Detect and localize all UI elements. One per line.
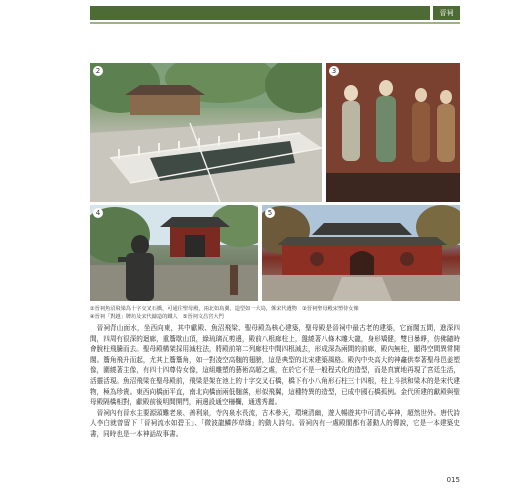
caption-line: ④晉祠「對越」牌坊及宋代鑄造的鐵人 ⑤晉祠文昌宮大門: [90, 314, 224, 320]
photo-iron-warrior: [90, 205, 258, 301]
maid-statues-photo: [326, 63, 460, 202]
photo-maid-statues: [326, 63, 460, 202]
photo-badge: 5: [265, 208, 275, 218]
header-bar: [90, 6, 430, 20]
section-tag: 晉祠: [432, 6, 460, 20]
article-body: [90, 323, 460, 440]
iron-warrior-photo: [90, 205, 258, 301]
photo-captions: [90, 305, 460, 321]
photo-fish-pond-bridge: [90, 63, 322, 202]
photo-badge: 3: [329, 66, 339, 76]
header-rule: [90, 22, 460, 24]
photo-wenchang-gate: [262, 205, 460, 301]
photo-badge: 2: [93, 66, 103, 76]
photo-badge: 4: [93, 208, 103, 218]
bridge-courtyard-photo: [90, 63, 322, 202]
red-gate-photo: [262, 205, 460, 301]
body-paragraph: 晉祠背山面水，坐西向東，其中獻殿、魚沼飛梁、聖母殿為核心建築，聖母殿是晉祠中最古老的建築，它面闊五間，進深四間，四周有很深的迴廊，重簷歇山頂，綠琉璃瓦剪邊，殿前八根廊柱上，盤繞著八條木雕大龍，身形矯健，雙目暴睜，仿佛隨時會脫柱飛騰而去。聖母殿構架採用減柱法，將殿前第二列廊柱中間四根減去，形成深為兩間的前廊，殿內無柱，顯得空間異常開闊。簷角飛升而起，尤其上簷簷角，如一對凌空高翹的翅膀，這是典型的北宋建築風格。殿內中央高大的神龕供奉著聖母邑姜塑像，圍繞著主像，有四十四尊侍女像，這組雕塑的藝術高超之處，在於它不是一般程式化的造型，而是真實地再現了宮廷生活，活靈活現。魚沼飛梁在聖母殿前，飛梁是架在池上的十字交叉石橋，橋下有小八角形石柱三十四根，柱上斗拱和梁木的是宋代建物，極為珍貴。東西向橋面平直，南北向橋面兩低翹落，形似飛翼，這種特異的造型，已成中國石橋孤例。金代所建的獻殿與聖母殿隔橋相對，獻殿前後明間開門，兩邊設通空柵欄，通透秀麗。: [90, 324, 460, 407]
page-number: 015: [446, 476, 460, 484]
body-paragraph: 晉祠內有晉水主要源頭難老泉、善利泉，寺內泉水長流，古木參天，環境清幽，遊人暢遊其中可清心寧神，超然世外。唐代詩人李白就曾留下「晉祠流水如碧玉」、「微波龍鱗莎草綠」的動人詩句。晉祠內有一處殿閣都有著動人的傳說，它是一本建築史書，同時也是一本神話故事書。: [90, 408, 460, 438]
caption-line: ②晉祠魚沼飛梁為十字交叉石橋，可通往聖母殿，兩北如鳥翼，造型如一大鳥，係宋代遺物 ③晉祠聖母殿宋塑侍女像: [90, 306, 359, 312]
